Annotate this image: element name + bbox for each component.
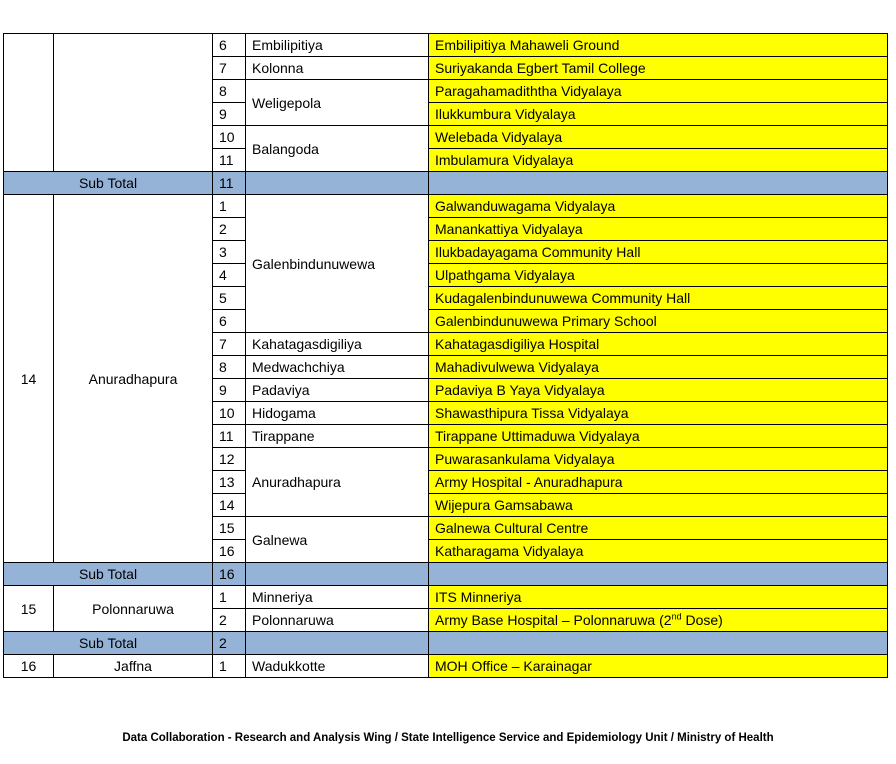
row-index: 5 <box>213 287 246 310</box>
subtotal-empty-cell <box>429 563 888 586</box>
row-index: 7 <box>213 57 246 80</box>
row-index: 9 <box>213 379 246 402</box>
row-index: 13 <box>213 471 246 494</box>
centre-location: Suriyakanda Egbert Tamil College <box>429 57 888 80</box>
centre-location: Paragahamadiththa Vidyalaya <box>429 80 888 103</box>
row-index: 3 <box>213 241 246 264</box>
centre-location: Manankattiya Vidyalaya <box>429 218 888 241</box>
district-name: Jaffna <box>54 655 213 678</box>
subtotal-empty-cell <box>429 172 888 195</box>
row-index: 10 <box>213 402 246 425</box>
centre-location: Embilipitiya Mahaweli Ground <box>429 34 888 57</box>
centre-location: MOH Office – Karainagar <box>429 655 888 678</box>
centre-location: Galwanduwagama Vidyalaya <box>429 195 888 218</box>
row-index: 7 <box>213 333 246 356</box>
row-index: 6 <box>213 310 246 333</box>
row-index: 14 <box>213 494 246 517</box>
subtotal-label: Sub Total <box>4 172 213 195</box>
centre-location: Galnewa Cultural Centre <box>429 517 888 540</box>
district-name: Polonnaruwa <box>54 586 213 632</box>
moh-area: Tirappane <box>246 425 429 448</box>
centre-location: Puwarasankulama Vidyalaya <box>429 448 888 471</box>
subtotal-empty-cell <box>246 632 429 655</box>
subtotal-value: 2 <box>213 632 246 655</box>
centre-location: Ulpathgama Vidyalaya <box>429 264 888 287</box>
row-index: 2 <box>213 218 246 241</box>
centre-location: Imbulamura Vidyalaya <box>429 149 888 172</box>
centre-location: Katharagama Vidyalaya <box>429 540 888 563</box>
centre-location <box>429 609 888 632</box>
subtotal-value: 11 <box>213 172 246 195</box>
moh-area: Kahatagasdigiliya <box>246 333 429 356</box>
subtotal-value: 16 <box>213 563 246 586</box>
moh-area: Balangoda <box>246 126 429 172</box>
moh-area: Hidogama <box>246 402 429 425</box>
centre-location: Padaviya B Yaya Vidyalaya <box>429 379 888 402</box>
centre-location: Mahadivulwewa Vidyalaya <box>429 356 888 379</box>
vaccination-centres-table <box>3 33 888 678</box>
centre-location: Galenbindunuwewa Primary School <box>429 310 888 333</box>
row-index: 2 <box>213 609 246 632</box>
row-index: 11 <box>213 149 246 172</box>
ordinal-suffix: nd <box>671 611 682 622</box>
centre-location: Army Hospital - Anuradhapura <box>429 471 888 494</box>
subtotal-label: Sub Total <box>4 563 213 586</box>
row-index: 6 <box>213 34 246 57</box>
row-index: 15 <box>213 517 246 540</box>
table-row <box>4 586 888 609</box>
subtotal-empty-cell <box>246 563 429 586</box>
centre-location: Ilukkumbura Vidyalaya <box>429 103 888 126</box>
row-index: 4 <box>213 264 246 287</box>
table-row <box>4 655 888 678</box>
table-row <box>4 195 888 218</box>
location-text: Army Base Hospital – Polonnaruwa (2 <box>435 612 672 628</box>
moh-area: Weligepola <box>246 80 429 126</box>
moh-area: Galenbindunuwewa <box>246 195 429 333</box>
row-index: 1 <box>213 586 246 609</box>
district-number: 16 <box>4 655 54 678</box>
source-footer: Data Collaboration - Research and Analysis Wing / State Intelligence Service and Epidemiology Unit / Ministry of Health <box>122 732 774 744</box>
district-name-cell <box>54 34 213 172</box>
row-index: 1 <box>213 655 246 678</box>
district-number: 15 <box>4 586 54 632</box>
table-row <box>4 34 888 57</box>
row-index: 10 <box>213 126 246 149</box>
moh-area: Embilipitiya <box>246 34 429 57</box>
location-text-tail: Dose) <box>681 612 723 628</box>
row-index: 1 <box>213 195 246 218</box>
centre-location: Wijepura Gamsabawa <box>429 494 888 517</box>
row-index: 8 <box>213 80 246 103</box>
subtotal-row <box>4 632 888 655</box>
row-index: 9 <box>213 103 246 126</box>
centre-location: Shawasthipura Tissa Vidyalaya <box>429 402 888 425</box>
row-index: 8 <box>213 356 246 379</box>
subtotal-row <box>4 563 888 586</box>
subtotal-label: Sub Total <box>4 632 213 655</box>
subtotal-empty-cell <box>246 172 429 195</box>
centre-location: Tirappane Uttimaduwa Vidyalaya <box>429 425 888 448</box>
centre-location: Kahatagasdigiliya Hospital <box>429 333 888 356</box>
centre-location: Kudagalenbindunuwewa Community Hall <box>429 287 888 310</box>
centre-location: Welebada Vidyalaya <box>429 126 888 149</box>
row-index: 11 <box>213 425 246 448</box>
subtotal-empty-cell <box>429 632 888 655</box>
district-name: Anuradhapura <box>54 195 213 563</box>
moh-area: Kolonna <box>246 57 429 80</box>
subtotal-row <box>4 172 888 195</box>
row-index: 16 <box>213 540 246 563</box>
moh-area: Galnewa <box>246 517 429 563</box>
centre-location: Ilukbadayagama Community Hall <box>429 241 888 264</box>
district-number: 14 <box>4 195 54 563</box>
moh-area: Minneriya <box>246 586 429 609</box>
moh-area: Padaviya <box>246 379 429 402</box>
moh-area: Anuradhapura <box>246 448 429 517</box>
row-index: 12 <box>213 448 246 471</box>
centre-location: ITS Minneriya <box>429 586 888 609</box>
moh-area: Polonnaruwa <box>246 609 429 632</box>
moh-area: Wadukkotte <box>246 655 429 678</box>
district-number-cell <box>4 34 54 172</box>
moh-area: Medwachchiya <box>246 356 429 379</box>
